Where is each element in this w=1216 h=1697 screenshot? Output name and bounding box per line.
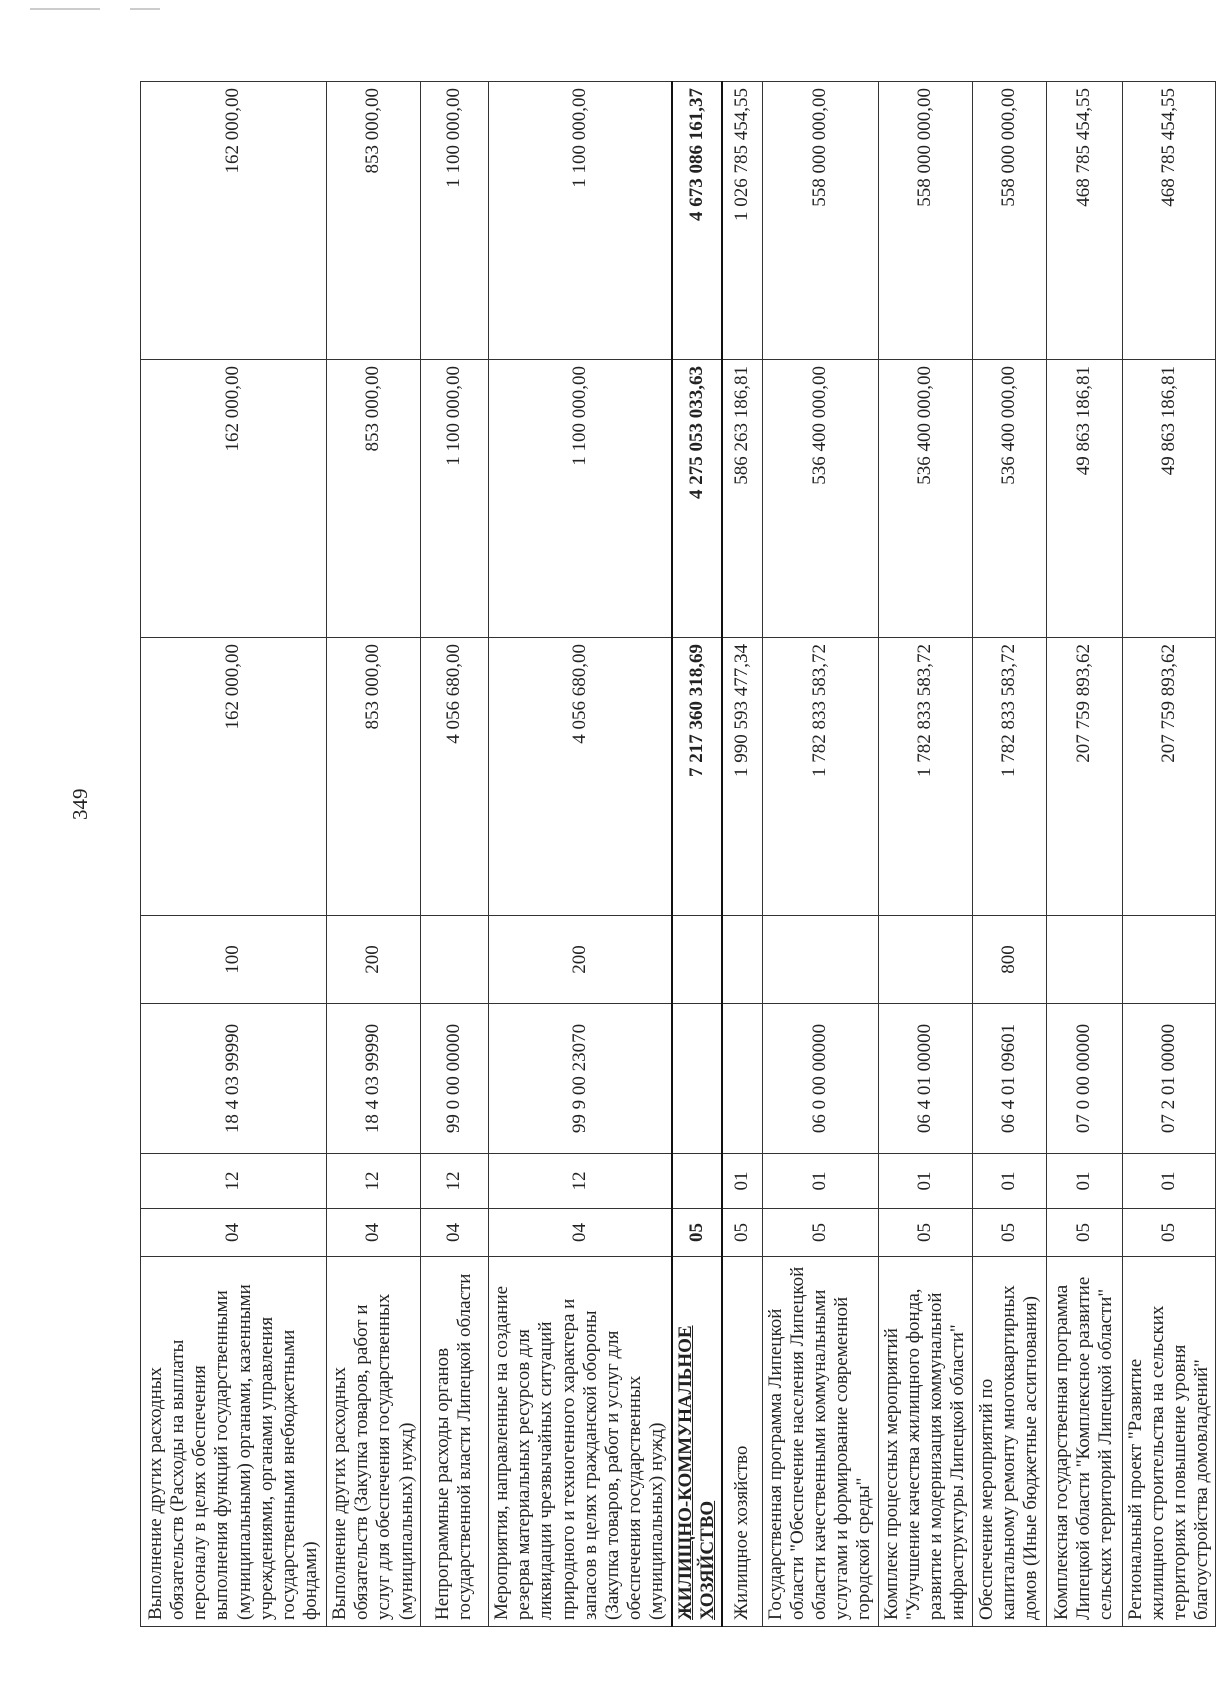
table-row [762,82,878,1627]
row-section: 05 [878,1209,972,1257]
row-expense-type [420,916,488,1004]
table-row [878,82,972,1627]
table-row [488,82,671,1627]
row-name: Региональный проект "Развитие жилищного строительства на сельских территориях и повышение уровня благоустройства домовладений" [1122,1257,1216,1627]
row-expense-type [722,916,762,1004]
row-name: Государственная программа Липецкой области "Обеспечение населения Липецкой области качественными коммунальными услугами и формирование современной городской среды" [762,1257,878,1627]
row-section: 05 [1046,1209,1122,1257]
row-subsection: 12 [420,1154,488,1209]
row-subsection: 01 [1122,1154,1216,1209]
row-amount-2: 853 000,00 [327,360,421,638]
row-subsection [672,1154,722,1209]
row-expense-type [1046,916,1122,1004]
table-row [420,82,488,1627]
row-target-article [672,1004,722,1154]
row-amount-2: 162 000,00 [141,360,327,638]
row-subsection: 12 [488,1154,671,1209]
row-name: Комплексная государственная программа Липецкой области "Комплексное развитие сельских территорий Липецкой области" [1046,1257,1122,1627]
row-amount-3: 1 026 785 454,55 [722,82,762,360]
table-row [327,82,421,1627]
row-expense-type [1122,916,1216,1004]
row-expense-type: 800 [972,916,1046,1004]
row-name: Выполнение других расходных обязательств (Расходы на выплаты персоналу в целях обеспечения выполнения функций государственными (муниципальными) органами, казенными учреждениями, органами управления государственными внебюджетными фондами) [141,1257,327,1627]
row-name: Мероприятия, направленные на создание резерва материальных ресурсов для ликвидации чрезвычайных ситуаций природного и техногенного характера и запасов в целях гражданской обороны (Закупка товаров, работ и услуг для обеспечения государственных (муниципальных) нужд) [488,1257,671,1627]
row-amount-3: 468 785 454,55 [1122,82,1216,360]
row-amount-3: 1 100 000,00 [488,82,671,360]
row-expense-type: 200 [327,916,421,1004]
row-amount-2: 536 400 000,00 [972,360,1046,638]
row-target-article: 07 2 01 00000 [1122,1004,1216,1154]
row-amount-2: 49 863 186,81 [1122,360,1216,638]
row-section: 05 [762,1209,878,1257]
table-row [972,82,1046,1627]
row-amount-1: 1 782 833 583,72 [878,638,972,916]
table-row [722,82,762,1627]
row-target-article: 06 0 00 00000 [762,1004,878,1154]
row-expense-type: 100 [141,916,327,1004]
table-row [1122,82,1216,1627]
row-amount-2: 586 263 186,81 [722,360,762,638]
row-amount-1: 1 782 833 583,72 [762,638,878,916]
row-name: Обеспечение мероприятий по капитальному ремонту многоквартирных домов (Иные бюджетные ассигнования) [972,1257,1046,1627]
page-number: 349 [68,788,92,820]
row-target-article: 06 4 01 00000 [878,1004,972,1154]
row-target-article: 06 4 01 09601 [972,1004,1046,1154]
row-target-article: 18 4 03 99990 [141,1004,327,1154]
row-section: 05 [722,1209,762,1257]
row-name: Жилищное хозяйство [722,1257,762,1627]
row-amount-3: 1 100 000,00 [420,82,488,360]
row-amount-3: 558 000 000,00 [972,82,1046,360]
row-amount-3: 162 000,00 [141,82,327,360]
table-row [1046,82,1122,1627]
row-amount-1: 207 759 893,62 [1046,638,1122,916]
row-amount-2: 536 400 000,00 [878,360,972,638]
row-amount-1: 853 000,00 [327,638,421,916]
table-row [141,82,327,1627]
row-amount-2: 49 863 186,81 [1046,360,1122,638]
row-section: 05 [972,1209,1046,1257]
row-expense-type: 200 [488,916,671,1004]
table-row [672,82,722,1627]
row-name: Выполнение других расходных обязательств (Закупка товаров, работ и услуг для обеспечения государственных (муниципальных) нужд) [327,1257,421,1627]
row-subsection: 01 [972,1154,1046,1209]
row-amount-1: 1 782 833 583,72 [972,638,1046,916]
row-amount-1: 4 056 680,00 [488,638,671,916]
row-subsection: 12 [141,1154,327,1209]
row-amount-2: 1 100 000,00 [488,360,671,638]
row-subsection: 12 [327,1154,421,1209]
row-target-article [722,1004,762,1154]
row-subsection: 01 [762,1154,878,1209]
rotated-table-wrapper [140,82,1213,1627]
scan-mark [30,8,100,10]
row-expense-type [762,916,878,1004]
row-amount-3: 468 785 454,55 [1046,82,1122,360]
row-name: Непрограммные расходы органов государственной власти Липецкой области [420,1257,488,1627]
row-target-article: 99 0 00 00000 [420,1004,488,1154]
row-amount-2: 1 100 000,00 [420,360,488,638]
row-amount-1: 162 000,00 [141,638,327,916]
row-amount-3: 4 673 086 161,37 [672,82,722,360]
row-amount-3: 853 000,00 [327,82,421,360]
row-expense-type [672,916,722,1004]
row-target-article: 99 9 00 23070 [488,1004,671,1154]
row-target-article: 07 0 00 00000 [1046,1004,1122,1154]
row-section: 04 [488,1209,671,1257]
row-section: 04 [327,1209,421,1257]
row-subsection: 01 [722,1154,762,1209]
row-section: 05 [672,1209,722,1257]
row-subsection: 01 [878,1154,972,1209]
row-amount-1: 207 759 893,62 [1122,638,1216,916]
row-section: 04 [420,1209,488,1257]
row-amount-2: 4 275 053 033,63 [672,360,722,638]
row-target-article: 18 4 03 99990 [327,1004,421,1154]
row-name: Комплекс процессных мероприятий "Улучшение качества жилищного фонда, развитие и модернизация коммунальной инфраструктуры Липецкой области" [878,1257,972,1627]
row-amount-1: 1 990 593 477,34 [722,638,762,916]
row-section: 05 [1122,1209,1216,1257]
row-section: 04 [141,1209,327,1257]
row-amount-1: 7 217 360 318,69 [672,638,722,916]
row-name: ЖИЛИЩНО-КОММУНАЛЬНОЕ ХОЗЯЙСТВО [672,1257,722,1627]
row-amount-1: 4 056 680,00 [420,638,488,916]
row-amount-3: 558 000 000,00 [762,82,878,360]
row-expense-type [878,916,972,1004]
row-subsection: 01 [1046,1154,1122,1209]
table-body [141,82,1216,1627]
budget-table [140,81,1216,1627]
row-amount-2: 536 400 000,00 [762,360,878,638]
row-amount-3: 558 000 000,00 [878,82,972,360]
scan-mark [130,8,160,10]
